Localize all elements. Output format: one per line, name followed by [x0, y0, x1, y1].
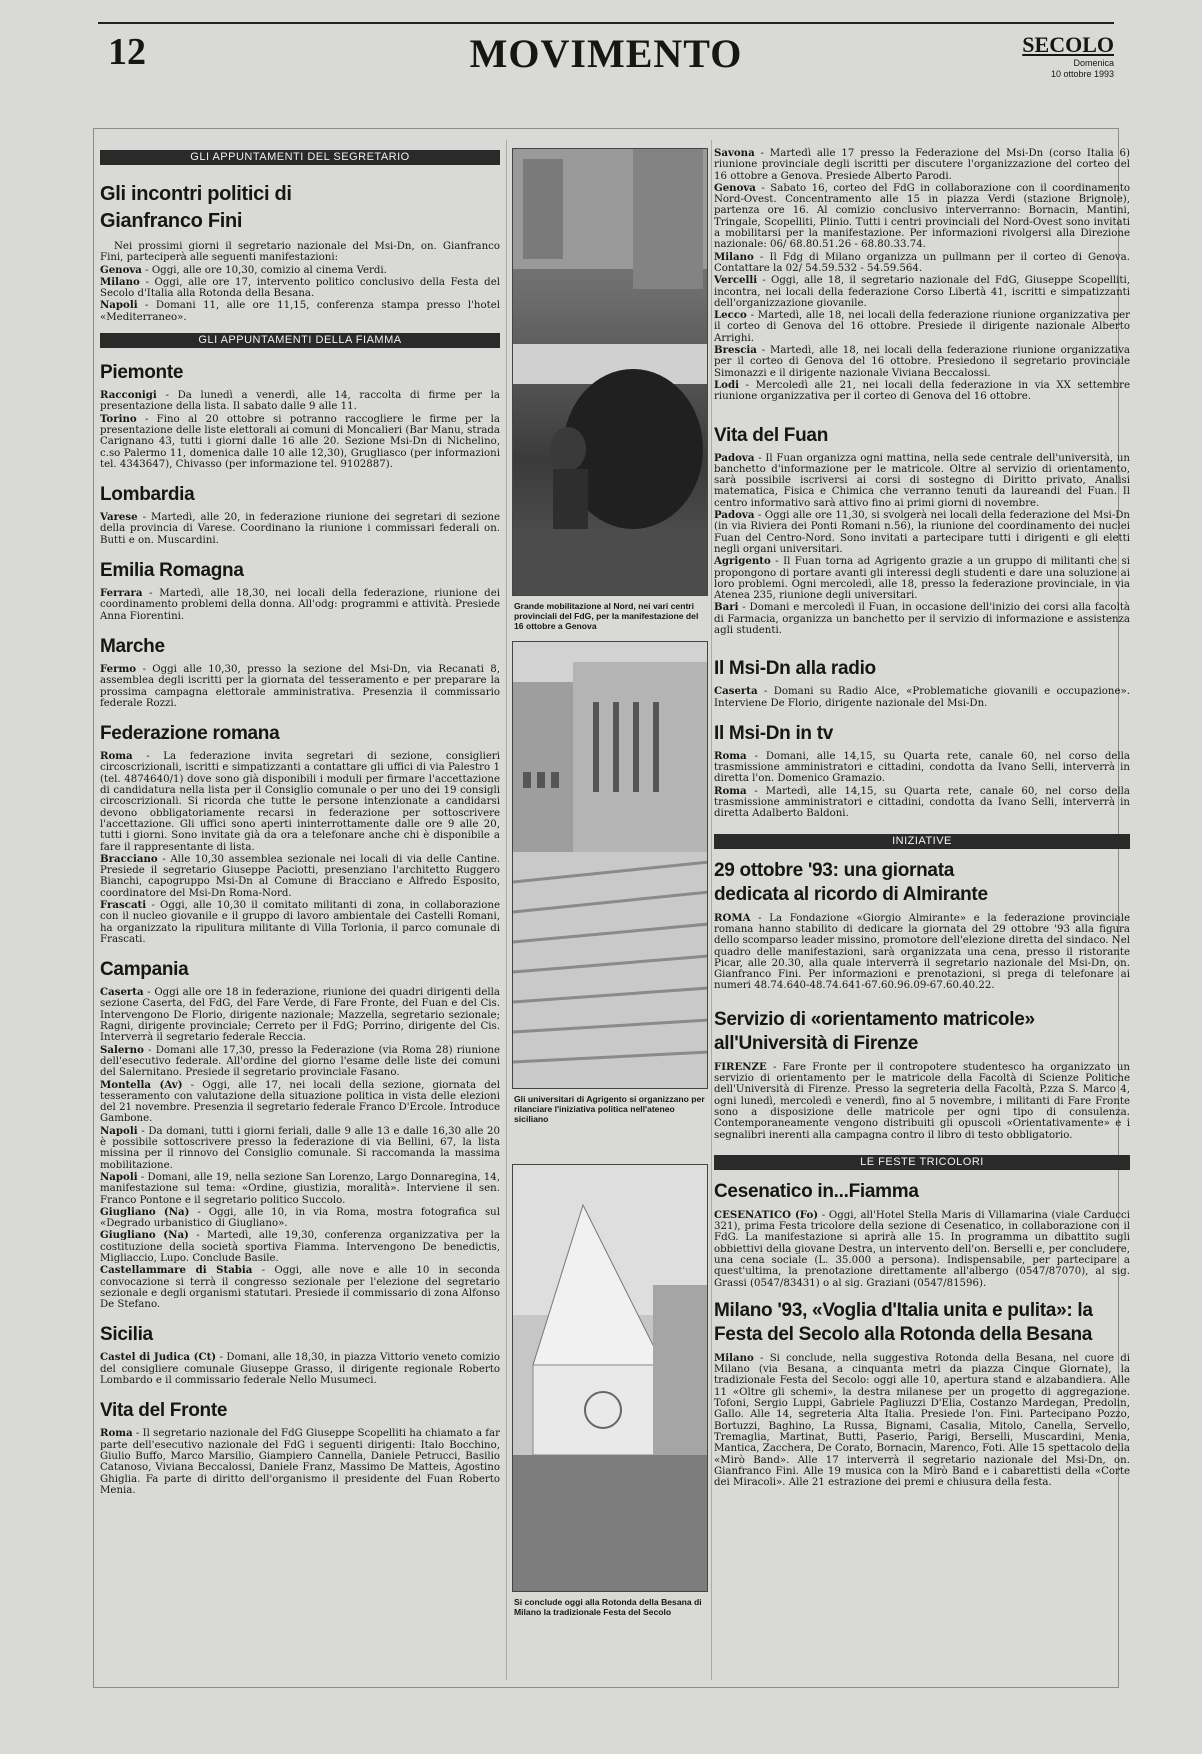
item-text: - Oggi, alle 17, nei locali della sezione, giornata del tesseramento con valutazione della situazione politica in vista delle elezioni del 21 novembre. Presenzia il segretario federale Franco D'Ercole. Introduce Gambone. — [100, 1079, 501, 1125]
item-text: - Domani, alle 19, nella sezione San Lorenzo, Largo Donnaregina, 14, manifestazione sul tema: «Ordine, giustizia, moralità». Interviene il sen. Franco Pontone e il segretario politico Succolo. — [100, 1171, 500, 1206]
region-title: Sicilia — [100, 1324, 153, 1346]
item-place: Napoli — [100, 299, 138, 312]
list-item — [100, 1230, 500, 1264]
article-body — [714, 1062, 1130, 1141]
item-place: Varese — [100, 511, 138, 524]
item-text: - Oggi alle 10,30, presso la sezione del Msi-Dn, via Recanati 8, assemblea degli iscritti per la giornata del tesseramento e per preparare la prossima campagna elettorale amministrativa. Presenzia il commissario federale Rozzi. — [100, 663, 500, 709]
item-text: - Il Fuan torna ad Agrigento grazie a un gruppo di militanti che si propongono di portare avanti gli interessi degli studenti e dare una soluzione ai loro problemi. Ogni mercoledì, alle 18, presso la federazione provinciale, in via Atenea 235, riunione degli universitari. — [714, 556, 1130, 602]
list-item — [100, 987, 500, 1043]
section-title-radio: Il Msi-Dn alla radio — [714, 658, 876, 680]
item-place: Genova — [100, 263, 142, 276]
item-place: Bari — [714, 601, 739, 614]
item-text: - Domani su Radio Alce, «Problematiche giovanili e occupazione». Interviene De Florio, dirigente nazionale del Msi-Dn. — [714, 686, 1130, 709]
item-text: - Da domani, tutti i giorni feriali, dalle 9 alle 13 e dalle 16,30 alle 20 è possibile sottoscrivere presso la federazione di via Bellini, 67, la lista missina per il rinnovo del Consiglio comunale. Si raccomanda la massima mobilitazione. — [100, 1125, 500, 1171]
item-text: - Fare Fronte per il contropotere studentesco ha organizzato un servizio di orientamento per le matricole della Facoltà di Scienze Politiche dell'Università di Firenze. Presso la segreteria della Facoltà, P.zza S. Marco 4, ogni lunedì, mercoledì e venerdì, fino al 5 novembre, i militanti di Fare Fronte sono a disposizione delle matricole per ogni tipo di consulenza. Contemporaneamente vengono distribuiti gli opuscoli «Orientativamente» e i segnalibri inerenti alla campagna contro il libro di testo obbligatorio. — [714, 1061, 1130, 1141]
item-place: FIRENZE — [714, 1060, 767, 1073]
section-band-feste: LE FESTE TRICOLORI — [714, 1155, 1130, 1170]
list-item — [100, 664, 500, 709]
item-place: Racconigi — [100, 389, 157, 402]
headline-cesenatico: Cesenatico in...Fiamma — [714, 1180, 919, 1202]
list-item — [714, 275, 1130, 309]
item-text: - La federazione invita segretari di sezione, consiglieri circoscrizionali, iscritti e simpatizzanti a contattare gli uffici di via Palestro 1 (tel. 4874640/1) dove sono già disponibili i moduli per firmare l'accettazione di candidatura nella lista per il Consiglio comunale o per uno dei 19 consigli circoscrizionali. Si ricorda che tutte le persone intenzionate a candidarsi devono obbligatoriamente recarsi in federazione per sottoscrivere l'accettazione. Gli uffici sono aperti ininterrottamente dalle ore 9 alle 20, tutti i giorni. Sono invitate già da ora a telefonare anche chi è disponibile a fare il rappresentante di lista. — [100, 751, 500, 853]
section-title: MOVIMENTO — [469, 31, 743, 76]
item-text: - Il segretario nazionale del FdG Giuseppe Scopelliti ha chiamato a far parte dell'esecutivo nazionale del FdG i seguenti dirigenti: Italo Bocchino, Giulio Buffo, Marco Marsilio, Giampiero Cannella, Daniele Petrucci, Basilio Catanoso, Viviana Beccalossi, Daniele Franz, Massimo De Matteis, Agostino Ghiglia. Fa parte di diritto dell'organismo il presidente del Fuan Roberto Menia. — [100, 1428, 500, 1496]
list-item — [714, 556, 1130, 601]
item-place: Lodi — [714, 378, 739, 391]
item-text: - Mercoledì alle 21, nei locali della federazione in via XX settembre riunione organizzativa per il corteo di Genova del 16 ottobre. — [714, 379, 1130, 403]
list-item — [100, 751, 500, 853]
issue-day: Domenica — [1073, 58, 1114, 68]
item-text: - Oggi, alle ore 17, intervento politico conclusivo della Festa del Secolo d'Italia alla Rotonda della Besana. — [100, 276, 500, 300]
item-place: Padova — [714, 451, 755, 464]
item-place: Napoli — [100, 1124, 138, 1137]
article-body — [714, 913, 1130, 992]
list-item — [714, 148, 1130, 182]
list-item — [100, 1080, 500, 1125]
demonstration-image — [513, 149, 708, 596]
list-item — [100, 1045, 500, 1079]
headline-fini: Gli incontri politici di Gianfranco Fini — [100, 183, 292, 232]
item-text: - Alle 10,30 assemblea sezionale nei locali di via delle Cantine. Presiede il segretario Giuseppe Paciotti, presenziano l'architetto Ruggero Bianchi, capogruppo Msi-Dn al Comune di Bracciano e Alfredo Esposito, coordinatore del Msi-Dn Roma-Nord. — [100, 853, 500, 899]
item-place: Lecco — [714, 309, 747, 322]
item-place: Brescia — [714, 344, 757, 357]
list-item — [100, 277, 500, 300]
region-title: Piemonte — [100, 362, 184, 384]
headline-milano: Milano '93, «Voglia d'Italia unita e pulita»: la Festa del Secolo alla Rotonda della Besana — [714, 1299, 1093, 1345]
item-text: - Oggi alle ore 11,30, si svolgerà nei locali della federazione del Msi-Dn (in via Riviera dei Ponti Romani n.56), la riunione del coordinamento dei nuclei Fuan del Centro-Nord. Sono invitati a partecipare tutti i dirigenti e gli eletti negli organi universitari. — [714, 510, 1130, 555]
item-text: - Oggi, all'Hotel Stella Maris di Villamarina (viale Carducci 321), prima Festa tricolore della sezione di Cesenatico, in collaborazione con il FdG. La manifestazione si aprirà alle 15. In programma un dibattito sugli obbiettivi della giovane Destra, un intervento dell'on. Berselli e, per concludere, una cena sociale (L. 35.000 a persona). Indispensabile, per partecipare a quest'ultima, la prenotazione direttamente all'albergo (0547/87070), al sig. Grassi (0547/83431) o al sig. Graziani (0547/81596). — [714, 1209, 1131, 1289]
item-text: - Martedì, alle 18, nei locali della federazione riunione organizzativa per il corteo di Genova del 16 ottobre. Presiede il dirigente nazionale Alberto Arrighi. — [714, 310, 1130, 344]
list-item — [714, 686, 1130, 709]
photo-caption: Si conclude oggi alla Rotonda della Besana di Milano la tradizionale Festa del Secolo — [514, 1597, 702, 1617]
list-item — [100, 414, 500, 470]
item-text: - Martedì, alle 18, nei locali della federazione riunione organizzativa per il corteo di Genova del 16 ottobre. Presiedono il segretario provinciale Simonazzi e il dirigente nazionale Viviana Beccalossi. — [714, 345, 1130, 379]
list-item — [100, 1207, 500, 1230]
item-text: - Martedì alle 17 presso la Federazione del Msi-Dn (corso Italia 6) riunione provinciale degli iscritti per discutere l'organizzazione del corteo del 16 ottobre a Genova. Presiede Alberto Parodi. — [714, 148, 1130, 182]
column-divider — [711, 140, 712, 1680]
list-item — [100, 512, 500, 546]
item-place: Fermo — [100, 662, 137, 675]
item-place: Frascati — [100, 898, 147, 911]
section-title-fuan: Vita del Fuan — [714, 424, 828, 446]
item-place: Milano — [100, 275, 140, 288]
list-item — [100, 265, 500, 276]
page-header — [98, 22, 1114, 82]
item-text: - Oggi, alle 10,30 il comitato militanti di zona, in collaborazione con il nucleo giovanile e il gruppo di lavoro ambientale dei Castelli Romani, ha organizzato la ripulitura militante di Villa Torlonia, il parco comunale di Frascati. — [100, 899, 500, 945]
region-title: Emilia Romagna — [100, 560, 244, 582]
list-item — [100, 1428, 500, 1496]
item-text: - Domani, alle 18,30, in piazza Vittorio veneto comizio del consigliere comunale Giuseppe Grasso, il dirigente regionale Roberto Lombardo e il commissario federale Nello Musumeci. — [100, 1352, 500, 1387]
item-place: ROMA — [714, 911, 751, 924]
item-place: Agrigento — [714, 555, 771, 568]
region-title: Vita del Fronte — [100, 1400, 228, 1422]
item-place: Milano — [714, 250, 754, 263]
university-image — [513, 642, 708, 1089]
list-item — [714, 183, 1130, 251]
item-place: CESENATICO (Fo) — [714, 1208, 819, 1221]
item-place: Castel di Judica (Ct) — [100, 1351, 217, 1364]
item-text: - Domani, alle 14,15, su Quarta rete, canale 60, nel corso della trasmissione amministratori e cittadini, condotta da Ivano Selli, interverrà in diretta l'on. Domenico Gramazio. — [714, 750, 1130, 785]
item-place: Montella (Av) — [100, 1078, 183, 1091]
item-text: - Martedì, alle 19,30, conferenza organizzativa per la costituzione della società sportiva Fiamma. Intervengono De benedictis, Migliaccio, Lupo. Conclude Basile. — [100, 1230, 500, 1264]
region-title: Marche — [100, 635, 165, 657]
item-place: Bracciano — [100, 852, 158, 865]
list-item — [714, 453, 1130, 509]
item-place: Caserta — [714, 685, 758, 698]
photo-demonstration — [512, 148, 708, 596]
item-place: Ferrara — [100, 587, 143, 600]
item-place: Genova — [714, 181, 756, 194]
region-title: Federazione romana — [100, 723, 280, 745]
item-place: Vercelli — [714, 274, 758, 287]
item-place: Torino — [100, 412, 137, 425]
section-title-tv: Il Msi-Dn in tv — [714, 722, 834, 744]
list-item — [100, 1352, 500, 1386]
item-place: Roma — [714, 749, 747, 762]
page-number: 12 — [108, 31, 146, 73]
item-text: - Si conclude, nella suggestiva Rotonda della Besana, nel cuore di Milano (via Besana, a cinquanta metri da piazza Cinque Giornate), la tradizionale Festa del Secolo: oggi alle 10, apertura stand e alzabandiera. Alle 11 «Oltre gli schemi», la destra milanese per un progetto di aggregazione. Tofoni, Sergio Luppi, Gabriele Pagliuzzi D'Elia, Costanzo Mardegan, Predolin, Gallo. Alle 14, segreteria Alta Italia. Presiede l'on. Fini. Partecipano Pozzo, Bortuzzi, Baghino, La Russa, Bignami, Casalia, Mitolo, Canella, Servello, Tremaglia, Martinat, Butti, Paserio, Parigi, Berselli, Muscardini, Menia, Mantica, Zacchera, De Corato, Bornacin, Marenco, Foti. Alle 15 spettacolo della «Mirò Band». Alle 17 interverrà il segretario nazionale del Msi-Dn, on. Gianfranco Fini. Alle 19 musica con la Mirò Band e i cabarettisti della «Corte dei Miracoli». Alle 21 estrazione dei premi e chiusura della festa. — [714, 1352, 1130, 1489]
item-text: - Domani e mercoledì il Fuan, in occasione dell'inizio dei corsi alla facoltà di Farmacia, organizza un banchetto per il servizio di informazione e assistenza agli studenti. — [714, 602, 1130, 636]
list-item — [714, 380, 1130, 403]
item-place: Savona — [714, 147, 755, 159]
list-item — [100, 300, 500, 323]
item-place: Roma — [100, 1427, 133, 1440]
item-place: Roma — [100, 750, 133, 763]
list-item — [100, 1126, 500, 1171]
list-item — [100, 900, 500, 945]
item-place: Napoli — [100, 1170, 138, 1183]
masthead — [1022, 32, 1114, 80]
photo-caption: Gli universitari di Agrigento si organizzano per rilanciare l'iniziativa politica nell'ateneo siciliano — [514, 1094, 705, 1124]
item-text: - Domani alle 17,30, presso la Federazione (via Roma 28) riunione dell'esecutivo federale. All'ordine del giorno l'esame delle liste dei comuni del Salernitano. Presiede il segretario provinciale Fasano. — [100, 1044, 500, 1079]
column-divider — [506, 140, 507, 1680]
item-text: - Il Fdg di Milano organizza un pullmann per il corteo di Genova. Contattare la 02/ 54.59.532 - 54.59.564. — [714, 251, 1130, 274]
photo-caption: Grande mobilitazione al Nord, nei vari centri provinciali del FdG, per la manifestazione del 16 ottobre a Genova — [514, 601, 699, 631]
item-text: - Da lunedì a venerdì, alle 14, raccolta di firme per la presentazione della lista. Il sabato dalle 9 alle 11. — [100, 390, 500, 413]
list-item — [714, 602, 1130, 636]
item-place: Salerno — [100, 1043, 144, 1056]
headline-almirante: 29 ottobre '93: una giornata dedicata al ricordo di Almirante — [714, 859, 988, 905]
item-place: Castellammare di Stabia — [100, 1264, 253, 1277]
item-text: - Il Fuan organizza ogni mattina, nella sede centrale dell'università, un banchetto d'informazione per le matricole. Oltre al servizio di orientamento, sarà possibile iscriversi ai corsi di sostegno di Diritto privato, Analisi matematica, Fisica e Chimica che verranno tenuti da laureandi del Fuan. Il centro informativo sarà attivo fino ai primi giorni di novembre. — [714, 452, 1130, 509]
item-text: - Oggi, alle 18, il segretario nazionale del FdG, Giuseppe Scopelliti, incontra, nei locali della federazione Corso Libertà 41, iscritti e simpatizzanti dell'organizzazione giovanile. — [714, 275, 1130, 309]
item-place: Roma — [714, 784, 747, 797]
region-title: Campania — [100, 959, 189, 981]
item-place: Caserta — [100, 986, 144, 999]
list-item — [100, 1265, 500, 1310]
photo-festa — [512, 1164, 708, 1592]
masthead-logo: SECOLO — [1022, 32, 1114, 57]
item-place: Milano — [714, 1351, 754, 1364]
article-body — [714, 1353, 1130, 1489]
list-item — [714, 345, 1130, 379]
list-item — [100, 854, 500, 899]
item-text: - Martedì, alle 20, in federazione riunione dei segretari di sezione della provincia di Varese. Coordinano la riunione i commissari federali on. Butti e on. Muscardini. — [100, 512, 500, 546]
list-item — [714, 751, 1130, 785]
headline-firenze: Servizio di «orientamento matricole» all'Università di Firenze — [714, 1008, 1035, 1054]
item-text: - Domani 11, alle ore 11,15, conferenza stampa presso l'hotel «Mediterraneo». — [100, 300, 500, 323]
issue-date: 10 ottobre 1993 — [1050, 69, 1114, 79]
item-text: - Oggi, alle ore 10,30, comizio al cinema Verdi. — [141, 264, 387, 276]
item-place: Giugliano (Na) — [100, 1205, 190, 1218]
list-item — [100, 1172, 500, 1206]
list-item — [714, 786, 1130, 820]
item-text: - Oggi alle ore 18 in federazione, riunione dei quadri dirigenti della sezione Caserta, del FdG, del Fare Verde, di Fare Fronte, del Fuan e del Cis. Intervengono De Florio, dirigente nazionale; Mazzella, segretario sezionale; Ragni, dirigente provinciale; Cerreto per il FdG; Porrino, dirigente del Cis. Interverrà il segretario federale Reccia. — [100, 987, 500, 1044]
item-text: - Oggi, alle nove e alle 10 in seconda convocazione si terrà il congresso sezionale per l'elezione del segretario sezionale e degli organismi statutari. Presiede il commissario di zona Alfonso De Stefano. — [100, 1265, 500, 1311]
item-text: - Oggi, alle 10, in via Roma, mostra fotografica sul «Degrado urbanistico di Giugliano». — [100, 1206, 500, 1230]
fini-intro: Nei prossimi giorni il segretario nazionale del Msi-Dn, on. Gianfranco Fini, parteciperà alle seguenti manifestazioni: — [100, 241, 500, 264]
section-band-fiamma: GLI APPUNTAMENTI DELLA FIAMMA — [100, 333, 500, 348]
item-text: - Martedì, alle 14,15, su Quarta rete, canale 60, nel corso della trasmissione amministratori e cittadini, condotta da Ivano Selli, interverrà in diretta Adalberto Baldoni. — [714, 785, 1130, 820]
list-item — [714, 252, 1130, 275]
item-text: - La Fondazione «Giorgio Almirante» e la federazione provinciale romana hanno stabilito di dedicare la giornata del 29 ottobre '93 alla figura dello scomparso leader missino, promotore dell'elezione diretta del sindaco. Nel quadro delle manifestazioni, sarà organizzata una cena, presso il ristorante Picar, alle 20.30, alla quale interverrà il segretario nazionale del Msi-Dn, on. Gianfranco Fini. Per informazioni e prenotazioni, si prega di telefonare ai numeri 48.74.640-48.74.641-67.60.96.09-67.60.40.22. — [714, 912, 1130, 992]
list-item — [100, 390, 500, 413]
item-text: - Martedì, alle 18,30, nei locali della federazione, riunione dei coordinamento problemi della donna. All'odg: programmi e attività. Presiede Anna Fiorentini. — [100, 588, 500, 622]
item-place: Giugliano (Na) — [100, 1229, 189, 1242]
item-text: - Fino al 20 ottobre si potranno raccogliere le firme per la presentazione delle liste elettorali ai comuni di Moncalieri (Bar Manu, strada Carignano 43, tutti i giorni dalle 16 alle 20. Sezione Msi-Dn di Nichelino, c.so Palermo 11, domenica dalle 10 alle 12,30), Grugliasco (per informazioni tel. 4343647), Chivasso (per informazione tel. 9102887). — [100, 413, 500, 470]
list-item — [714, 310, 1130, 344]
photo-column — [512, 148, 708, 1688]
item-place: Padova — [714, 509, 755, 522]
right-column — [714, 148, 1130, 1688]
photo-university — [512, 641, 708, 1089]
festa-image — [513, 1165, 708, 1592]
section-band-iniziative: INIZIATIVE — [714, 834, 1130, 849]
list-item — [100, 588, 500, 622]
left-column — [100, 148, 500, 1688]
item-text: - Sabato 16, corteo del FdG in collaborazione con il coordinamento Nord-Ovest. Concentramento alle 15 in piazza Verdi (stazione Brignole), partenza ore 16. Al comizio conclusivo interverranno: Bornacin, Mantini, Tringale, Scopelliti, Plinio. Tutti i centri provinciali del Nord-Ovest sono invitati a mobilitarsi per la manifestazione. Per informazioni rivolgersi alla Direzione nazionale: 06/ 68.80.51.26 - 68.80.33.74. — [714, 182, 1130, 251]
list-item — [714, 510, 1130, 555]
region-title: Lombardia — [100, 484, 195, 506]
section-band-segretario: GLI APPUNTAMENTI DEL SEGRETARIO — [100, 150, 500, 165]
article-body — [714, 1210, 1130, 1289]
